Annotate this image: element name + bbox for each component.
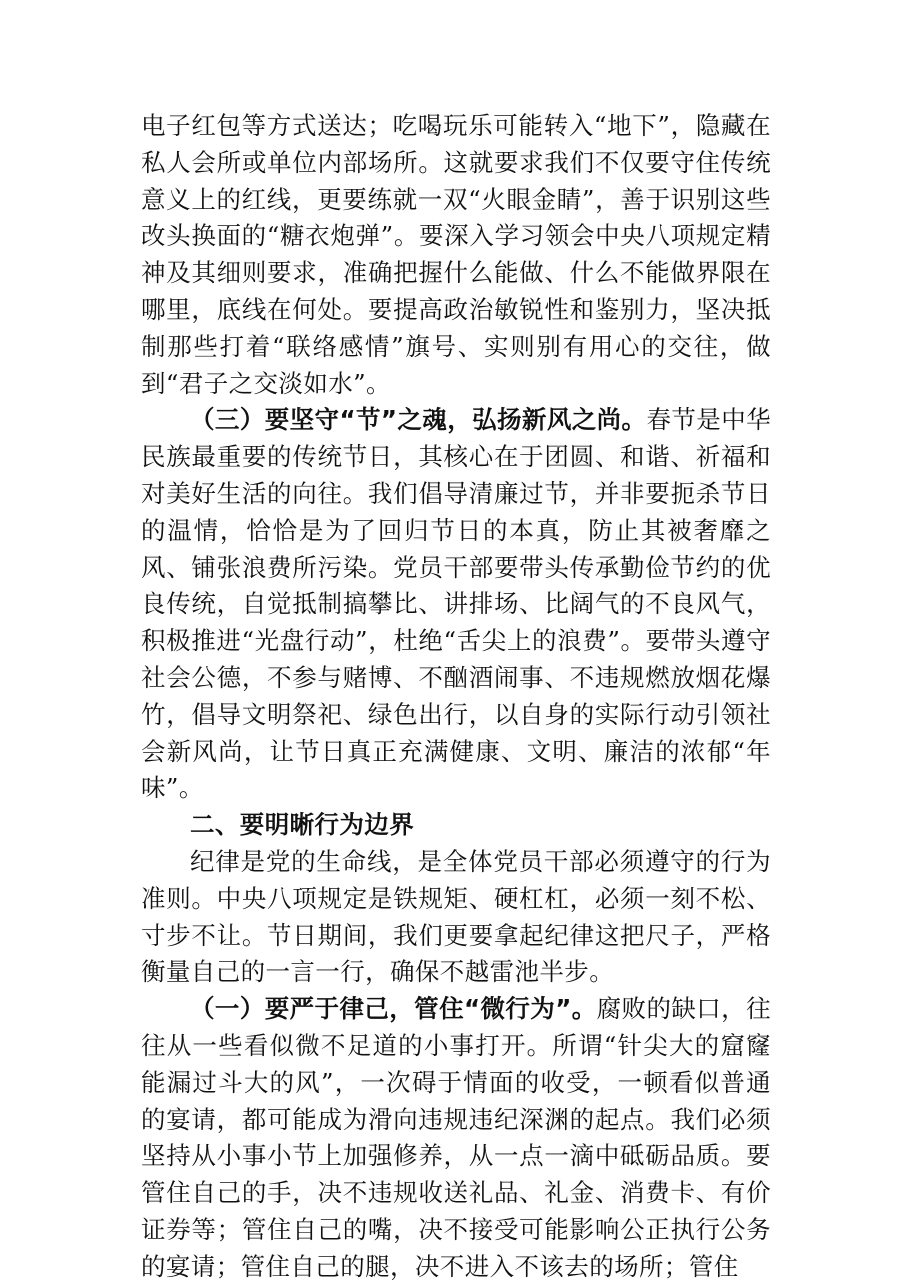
paragraph-lead-heading: （三）要坚守“节”之魂，弘扬新风之尚。 [190,405,647,435]
section-heading: 二、要明晰行为边界 [190,810,415,840]
paragraph-lead-heading: （一）要严于律己，管住“微行为”。 [190,994,597,1024]
paragraph-section-3 [141,402,771,807]
paragraph-discipline-intro [141,844,771,991]
paragraph-section-1 [141,991,771,1285]
paragraph-text: 腐败的缺口，往往从一些看似微不足道的小事打开。所谓“针尖大的窟窿能漏过斗大的风”，一次碍于情面的收受，一顿看似普通的宴请，都可能成为滑向违规违纪深渊的起点。我们必须坚持从小事小节上加强修养，从一点一滴中砥砺品质。要管住自己的手，决不违规收送礼品、礼金、消费卡、有价证券等；管住自己的嘴，决不接受可能影响公正执行公务的宴请；管住自己的腿，决不进入不该去的场所；管住 [141,994,771,1281]
paragraph-text: 纪律是党的生命线，是全体党员干部必须遵守的行为准则。中央八项规定是铁规矩、硬杠杠，必须一刻不松、寸步不让。节日期间，我们更要拿起纪律这把尺子，严格衡量自己的一言一行，确保不越雷池半步。 [141,846,771,987]
paragraph-text: 春节是中华民族最重要的传统节日，其核心在于团圆、和谐、祈福和对美好生活的向往。我们倡导清廉过节，并非要扼杀节日的温情，恰恰是为了回归节日的本真，防止其被奢靡之风、铺张浪费所污染。党员干部要带头传承勤俭节约的优良传统，自觉抵制搞攀比、讲排场、比阔气的不良风气，积极推进“光盘行动”，杜绝“舌尖上的浪费”。要带头遵守社会公德，不参与赌博、不酗酒闹事、不违规燃放烟花爆竹，倡导文明祭祀、绿色出行，以自身的实际行动引领社会新风尚，让节日真正充满健康、文明、廉洁的浓郁“年味”。 [141,405,772,803]
paragraph-text: 电子红包等方式送达；吃喝玩乐可能转入“地下”，隐藏在私人会所或单位内部场所。这就要求我们不仅要守住传统意义上的红线，更要练就一双“火眼金睛”，善于识别这些改头换面的“糖衣炮弹”。要深入学习领会中央八项规定精神及其细则要求，准确把握什么能做、什么不能做界限在哪里，底线在何处。要提高政治敏锐性和鉴别力，坚决抵制那些打着“联络感情”旗号、实则别有用心的交往，做到“君子之交淡如水”。 [141,111,771,398]
paragraph-continuation [141,108,771,402]
document-body [141,108,771,1286]
